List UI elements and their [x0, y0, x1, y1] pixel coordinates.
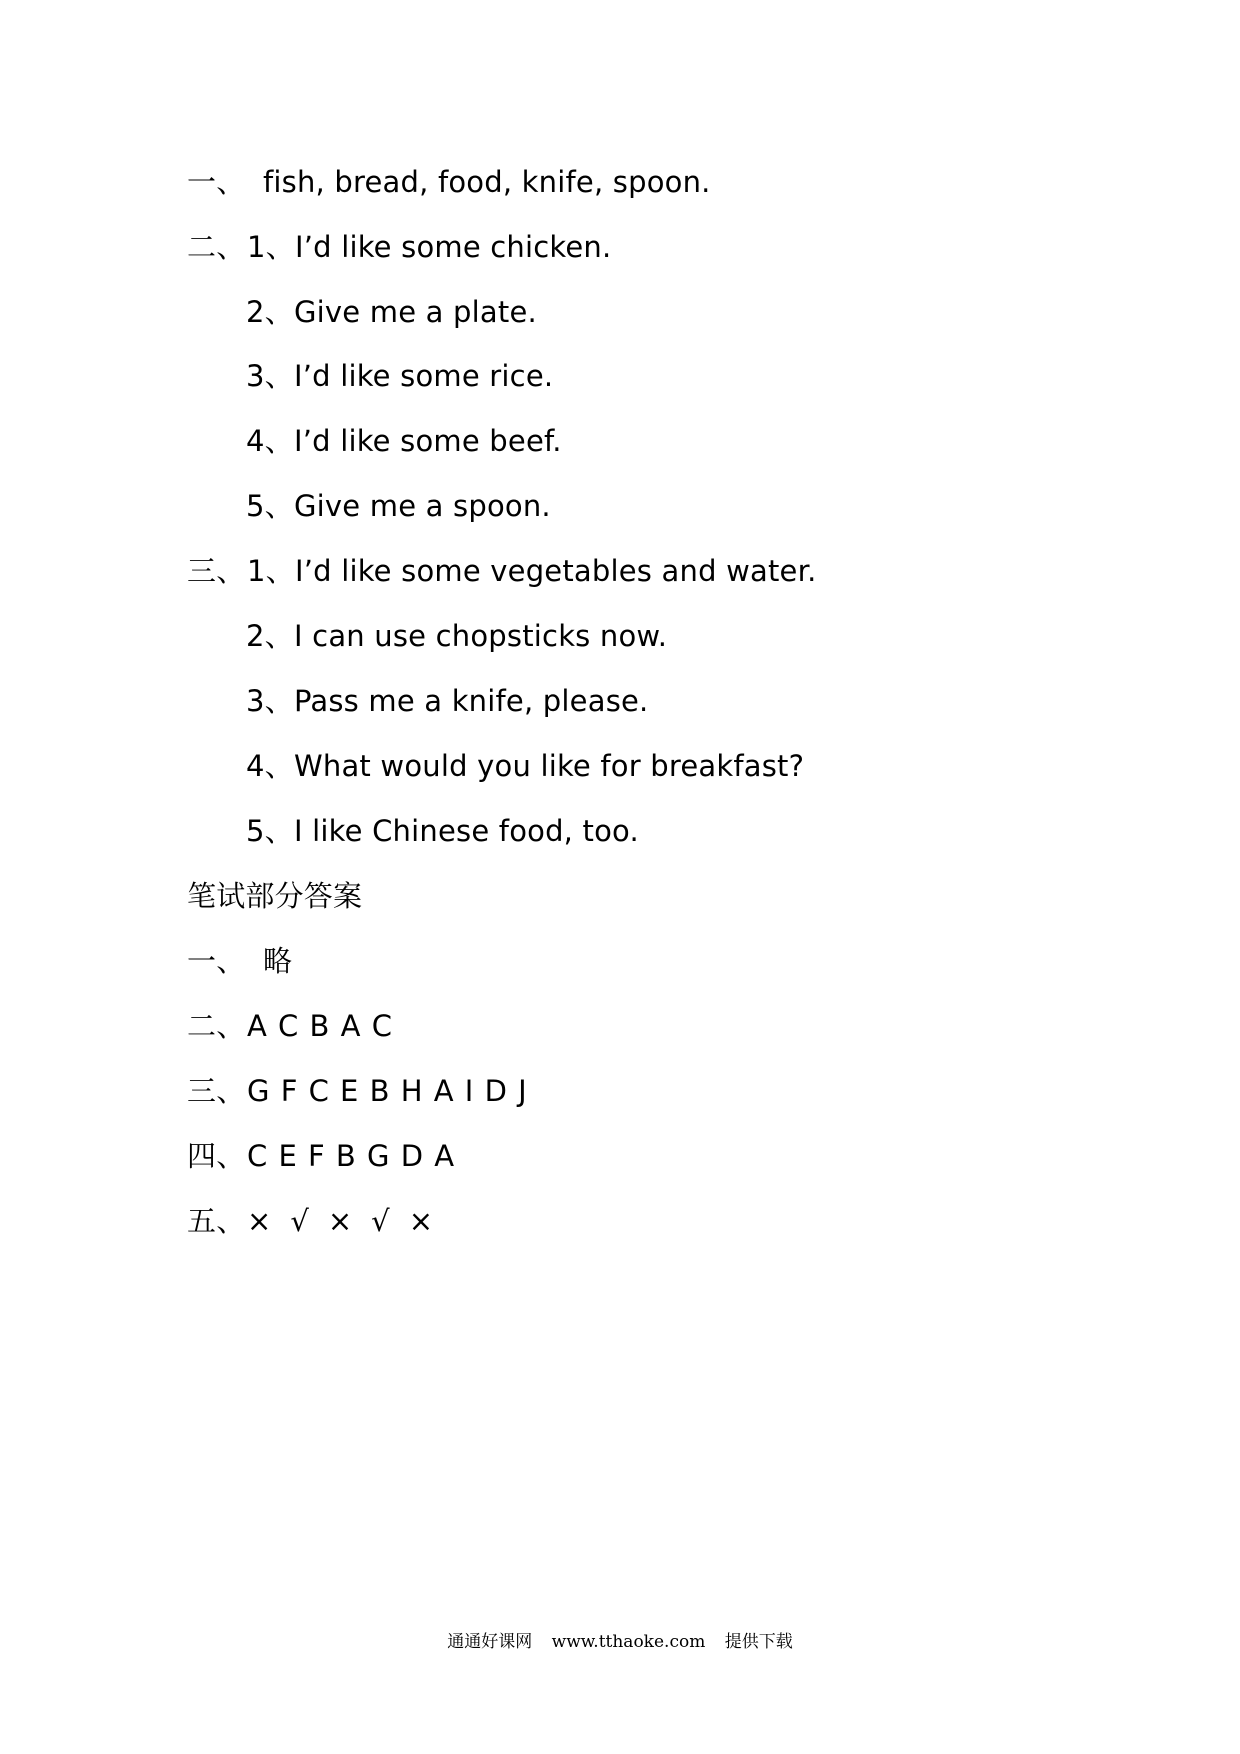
answer-text: I’d like some beef.	[294, 424, 562, 458]
footer-url: www.tthaoke.com	[551, 1632, 706, 1652]
item-number: 1、	[247, 230, 295, 264]
answer-text: I’d like some chicken.	[295, 230, 612, 264]
answer-line-2-3	[246, 356, 553, 396]
answer-text: Pass me a knife, please.	[294, 684, 649, 718]
written-answer-4	[187, 1136, 455, 1176]
answer-text: C E F B G D A	[247, 1139, 456, 1173]
answer-line-2-4	[246, 421, 562, 461]
answer-text: I can use chopsticks now.	[294, 619, 668, 653]
answer-line-3-5	[246, 811, 639, 851]
answer-text: What would you like for breakfast?	[294, 749, 805, 783]
written-answer-3	[187, 1071, 528, 1111]
written-answer-1	[187, 941, 292, 981]
item-number: 4、	[246, 424, 294, 458]
section-marker: 二、	[187, 230, 246, 264]
section-marker: 五、	[187, 1204, 246, 1238]
written-answer-2	[187, 1006, 393, 1046]
section-marker: 一、	[187, 165, 246, 199]
item-number: 1、	[247, 554, 295, 588]
answer-text: I like Chinese food, too.	[294, 814, 639, 848]
heading-text: 笔试部分答案	[187, 879, 363, 913]
item-number: 5、	[246, 814, 294, 848]
answer-line-3-3	[246, 681, 648, 721]
answer-text: I’d like some rice.	[294, 359, 554, 393]
section-marker: 四、	[187, 1139, 246, 1173]
footer-suffix: 提供下载	[724, 1632, 793, 1652]
footer-site-name: 通通好课网	[447, 1632, 533, 1652]
item-number: 4、	[246, 749, 294, 783]
answer-text: I’d like some vegetables and water.	[295, 554, 817, 588]
answer-text: × √ × √ ×	[247, 1204, 434, 1238]
answer-line-3-1	[187, 551, 816, 591]
answer-line-2-2	[246, 292, 537, 332]
answer-text: G F C E B H A I D J	[247, 1074, 528, 1108]
section-marker: 二、	[187, 1009, 246, 1043]
item-number: 2、	[246, 295, 294, 329]
answer-line-1	[187, 162, 711, 202]
answer-text: A C B A C	[247, 1009, 393, 1043]
answer-line-3-4	[246, 746, 804, 786]
section-marker: 三、	[187, 1074, 246, 1108]
item-number: 2、	[246, 619, 294, 653]
written-answers-heading	[187, 876, 362, 916]
written-answer-5	[187, 1201, 433, 1241]
answer-text: Give me a plate.	[294, 295, 537, 329]
answer-text: fish, bread, food, knife, spoon.	[263, 165, 711, 199]
item-number: 3、	[246, 684, 294, 718]
section-marker: 三、	[187, 554, 246, 588]
answer-text: Give me a spoon.	[294, 489, 551, 523]
answer-line-2-5	[246, 486, 551, 526]
answer-text: 略	[263, 944, 293, 978]
page-footer	[0, 1630, 1240, 1654]
answer-line-3-2	[246, 616, 667, 656]
item-number: 5、	[246, 489, 294, 523]
item-number: 3、	[246, 359, 294, 393]
section-marker: 一、	[187, 944, 246, 978]
answer-line-2-1	[187, 227, 611, 267]
